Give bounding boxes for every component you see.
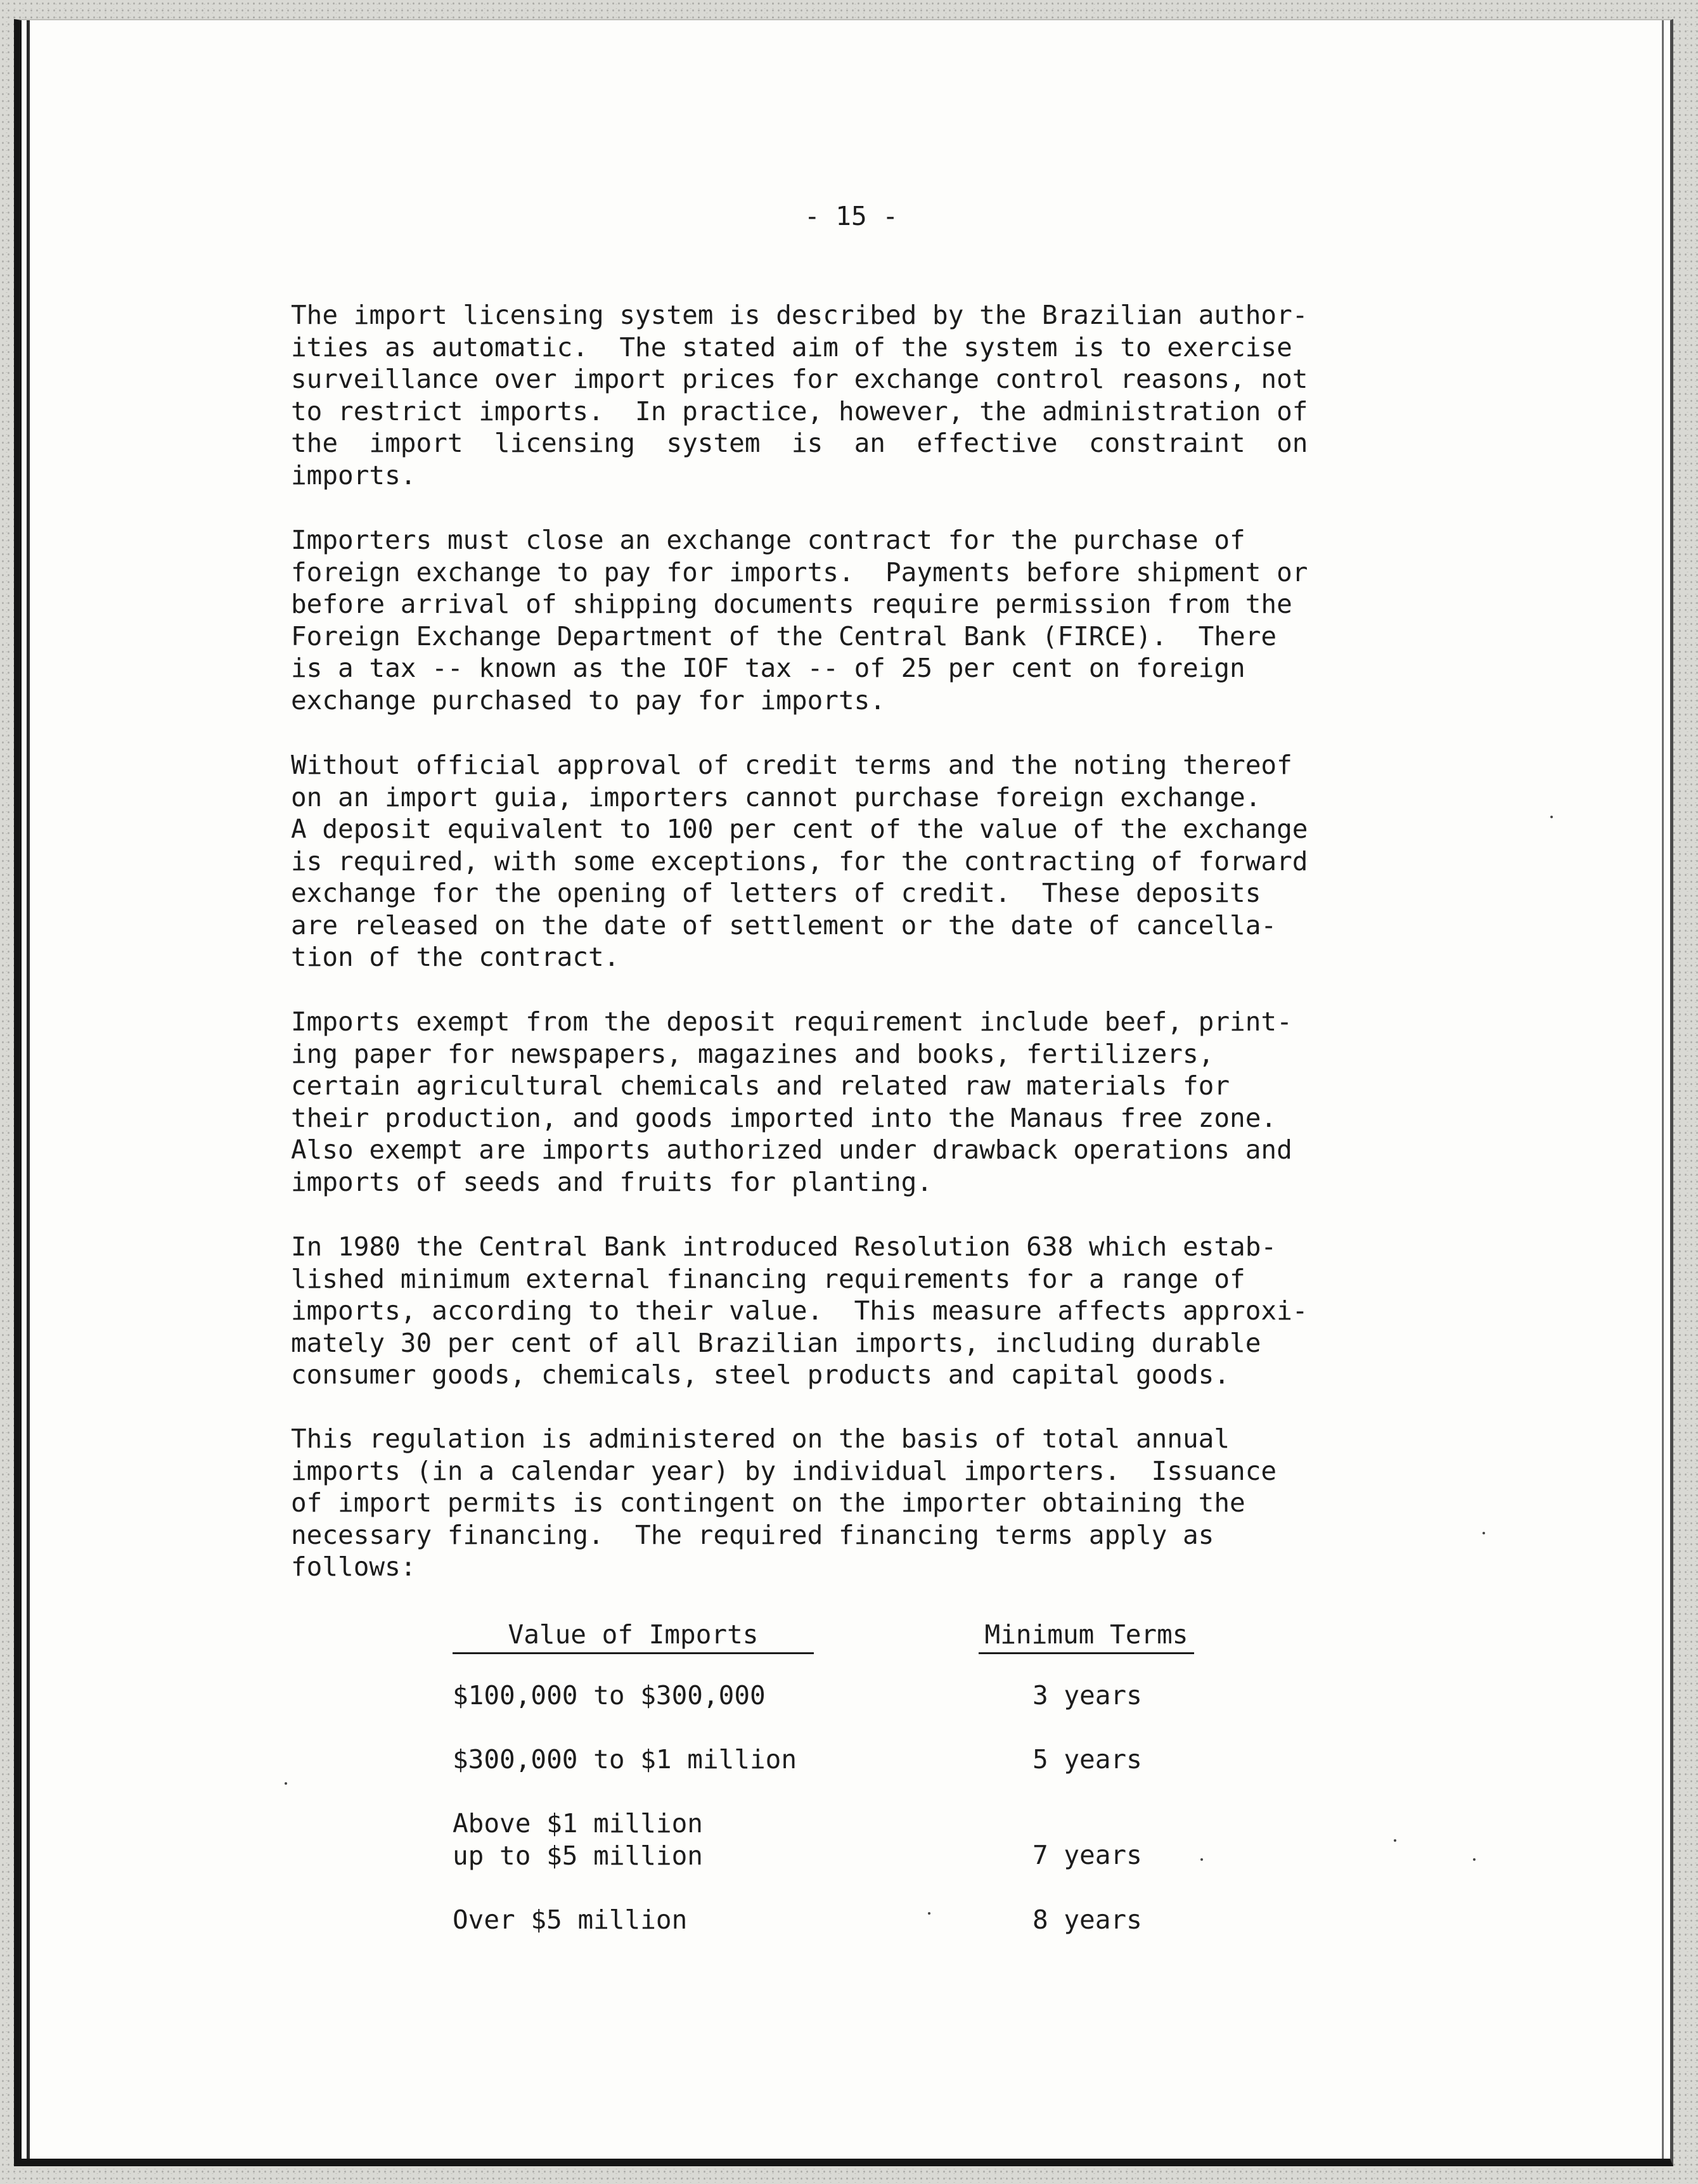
value-cell: $100,000 to $300,000	[453, 1680, 766, 1711]
scan-speck	[285, 1782, 287, 1785]
column-header-value: Value of Imports	[453, 1619, 814, 1654]
value-cell: $300,000 to $1 million	[453, 1744, 797, 1775]
paragraph-exchange-contract: Importers must close an exchange contract for the purchase of foreign exchange to pay for imports. Payments before shipment or before arrival of shipping documents require permission from the Foreign Exchange Department of the Central Bank (FIRCE). There is a tax -- known as the IOF tax -- of 25 per cent on foreign exchange purchased to pay for imports.	[291, 525, 1308, 716]
value-cell: Above $1 million up to $5 million	[453, 1808, 703, 1871]
scan-speck	[1394, 1839, 1396, 1842]
financing-terms-table	[453, 1619, 1257, 1968]
scan-speck	[1550, 816, 1553, 818]
paragraph-regulation-basis: This regulation is administered on the basis of total annual imports (in a calendar year) by individual importers. Issuance of import permits is contingent on the importer obtaining the necessary financing. The required financing terms apply as follows:	[291, 1423, 1277, 1582]
terms-cell: 3 years	[1032, 1680, 1142, 1711]
column-header-terms: Minimum Terms	[979, 1619, 1194, 1654]
document-page	[14, 19, 1673, 2166]
table-header-row	[453, 1619, 1257, 1680]
value-cell: Over $5 million	[453, 1905, 688, 1935]
terms-cell: 7 years	[1032, 1840, 1142, 1870]
scan-speck	[1473, 1858, 1476, 1861]
table-row	[453, 1904, 1257, 1968]
scan-speck	[1483, 1532, 1485, 1534]
scan-speck	[1200, 1858, 1203, 1861]
terms-cell: 5 years	[1032, 1744, 1142, 1775]
table-row	[453, 1808, 1257, 1904]
paragraph-credit-terms: Without official approval of credit terms and the noting thereof on an import guia, importers cannot purchase foreign exchange. A deposit equivalent to 100 per cent of the value of the exchange is required, with some exceptions, for the contracting of forward exchange for the opening of letters of credit. These deposits are released on the date of settlement or the date of cancella- tion of the contract.	[291, 750, 1308, 972]
terms-cell: 8 years	[1032, 1905, 1142, 1935]
paragraph-import-licensing: The import licensing system is described by the Brazilian author- ities as automatic. The stated aim of the system is to exercise surveillance over import prices for exchange control reasons, not to restrict imports. In practice, however, the administration of the import licensing system is an effective constraint on imports.	[291, 300, 1308, 491]
paragraph-exempt-imports: Imports exempt from the deposit requirement include beef, print- ing paper for newspapers, magazines and books, fertilizers, certain agricultural chemicals and related raw materials for their production, and goods imported into the Manaus free zone. Also exempt are imports authorized under drawback operations and imports of seeds and fruits for planting.	[291, 1006, 1292, 1197]
table-row	[453, 1680, 1257, 1744]
table-row	[453, 1744, 1257, 1808]
scan-speck	[928, 1912, 930, 1915]
page-number: - 15 -	[804, 201, 899, 231]
paragraph-resolution-638: In 1980 the Central Bank introduced Resolution 638 which estab- lished minimum external financing requirements for a range of imports, according to their value. This measure affects approxi- mately 30 per cent of all Brazilian imports, including durable consumer goods, chemicals, steel products and capital goods.	[291, 1231, 1308, 1390]
